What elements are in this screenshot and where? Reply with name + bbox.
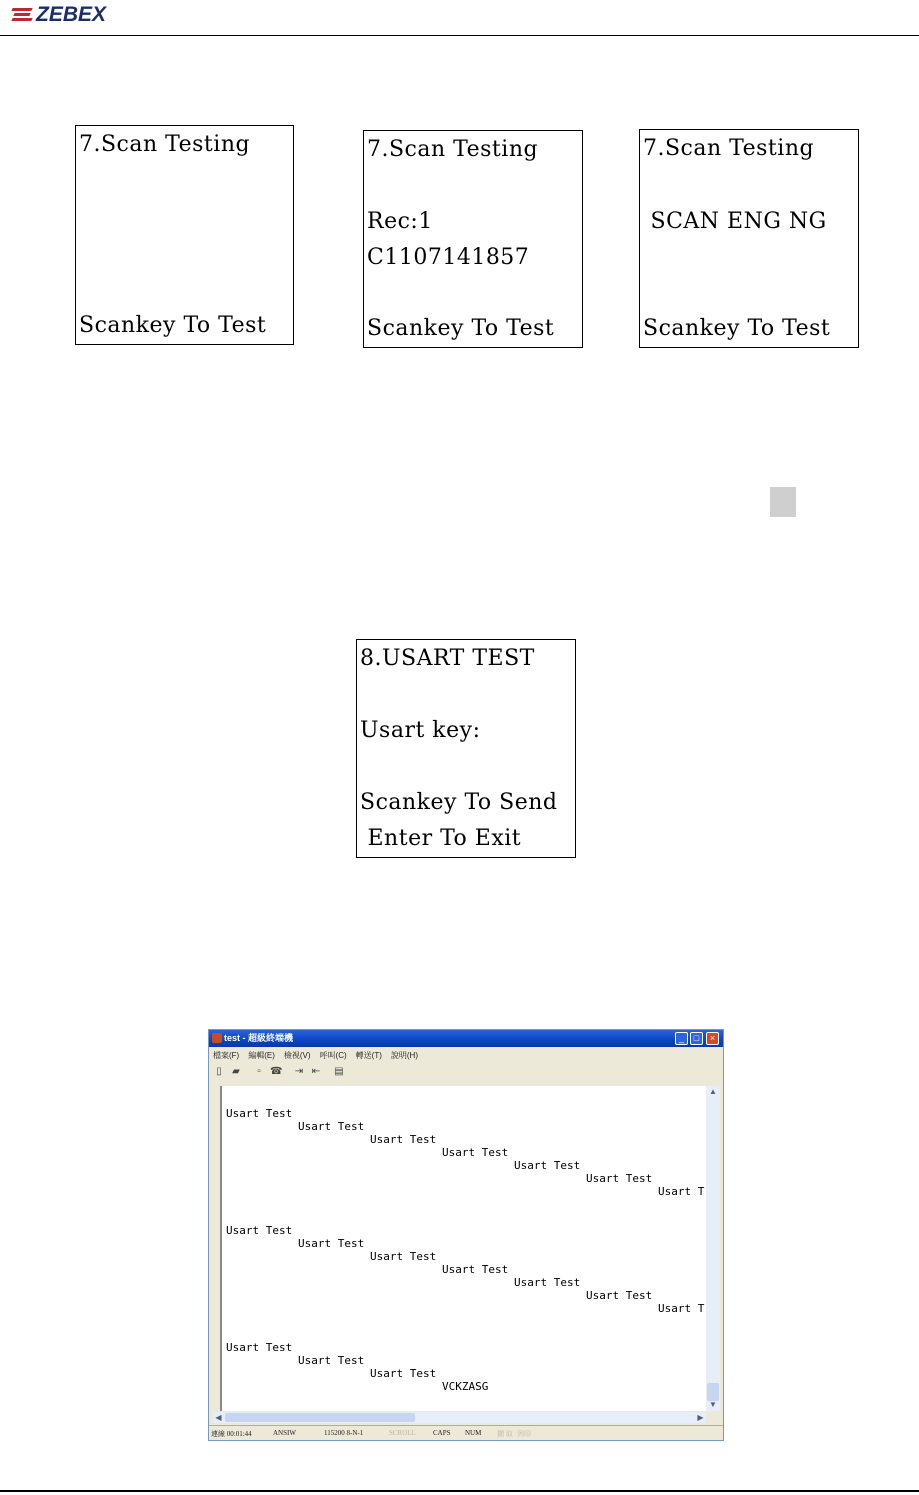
screen-title: 7.Scan Testing xyxy=(79,132,251,157)
screen-footer: Scankey To Test xyxy=(367,316,555,341)
maximize-icon[interactable]: □ xyxy=(690,1032,703,1045)
logo-stripes-icon xyxy=(12,6,36,24)
screen-title: 8.USART TEST xyxy=(360,646,535,671)
menu-file[interactable]: 檔案(F) xyxy=(213,1051,240,1060)
scan-screen-error xyxy=(639,129,859,348)
menu-transfer[interactable]: 轉送(T) xyxy=(355,1051,382,1060)
logo-text: ZEBEX xyxy=(36,3,107,26)
send-icon[interactable]: ⇥ xyxy=(294,1066,304,1077)
status-num: NUM xyxy=(465,1429,482,1437)
menu-view[interactable]: 檢視(V) xyxy=(283,1051,311,1060)
screen-footer: Scankey To Test xyxy=(643,316,831,341)
status-caps: CAPS xyxy=(433,1429,451,1437)
terminal-line: Usart T xyxy=(658,1185,705,1198)
terminal-line: Usart Test xyxy=(586,1172,653,1185)
terminal-line: Usart T xyxy=(658,1302,705,1315)
status-emulation: ANSIW xyxy=(273,1429,296,1437)
error-message: SCAN ENG NG xyxy=(643,209,827,234)
scan-screen-result xyxy=(363,130,583,348)
terminal-line: Usart Test xyxy=(298,1237,365,1250)
minimize-icon[interactable]: _ xyxy=(675,1032,688,1045)
usart-screen xyxy=(356,639,576,858)
status-bar xyxy=(209,1425,723,1440)
scanned-barcode: C1107141857 xyxy=(367,245,530,270)
scroll-right-icon[interactable]: ▶ xyxy=(697,1413,704,1422)
vertical-scrollbar[interactable] xyxy=(706,1086,720,1411)
close-icon[interactable]: × xyxy=(706,1032,719,1045)
record-count: Rec:1 xyxy=(367,209,433,234)
scroll-down-icon[interactable]: ▼ xyxy=(709,1400,717,1409)
hyperterminal-window xyxy=(208,1029,724,1441)
terminal-line: Usart Test xyxy=(298,1354,365,1367)
receive-icon[interactable]: ⇤ xyxy=(311,1066,321,1077)
usart-key-label: Usart key: xyxy=(360,718,481,743)
screen-footer: Scankey To Test xyxy=(79,313,267,338)
terminal-line: Usart Test xyxy=(298,1120,365,1133)
exit-hint: Enter To Exit xyxy=(360,826,522,851)
status-port: 115200 8-N-1 xyxy=(324,1429,364,1437)
screen-title: 7.Scan Testing xyxy=(367,137,539,162)
new-icon[interactable]: ▯ xyxy=(216,1066,222,1077)
send-hint: Scankey To Send xyxy=(360,790,558,815)
scroll-left-icon[interactable]: ◀ xyxy=(215,1413,222,1422)
terminal-line: Usart Test xyxy=(514,1276,581,1289)
footer-rule xyxy=(0,1490,919,1492)
app-icon xyxy=(212,1033,222,1043)
terminal-line: Usart Test xyxy=(370,1133,437,1146)
call-icon[interactable]: ☎ xyxy=(270,1066,283,1077)
terminal-line: Usart Test xyxy=(226,1107,293,1120)
status-echo: 列印 xyxy=(517,1430,531,1438)
terminal-line: VCKZASG xyxy=(442,1380,489,1393)
terminal-line: Usart Test xyxy=(226,1224,293,1237)
terminal-line: Usart Test xyxy=(514,1159,581,1172)
header-rule xyxy=(0,35,919,36)
menu-help[interactable]: 說明(H) xyxy=(390,1051,418,1060)
menu-edit[interactable]: 編輯(E) xyxy=(248,1051,275,1060)
toolbar xyxy=(213,1066,345,1078)
open-icon[interactable]: ▰ xyxy=(232,1066,240,1077)
zebex-logo xyxy=(12,5,106,25)
screen-title: 7.Scan Testing xyxy=(643,136,815,161)
terminal-line: Usart Test xyxy=(370,1250,437,1263)
properties-icon[interactable]: ▤ xyxy=(334,1066,344,1077)
terminal-line: Usart Test xyxy=(586,1289,653,1302)
menu-call[interactable]: 呼叫(C) xyxy=(319,1051,347,1060)
status-scroll: SCROLL xyxy=(389,1429,416,1437)
gray-square xyxy=(770,487,796,517)
hscroll-thumb[interactable] xyxy=(225,1413,415,1422)
status-capture: 擷 取 xyxy=(497,1430,513,1438)
disconnect-icon[interactable]: ▫ xyxy=(257,1066,261,1077)
scan-screen-idle xyxy=(75,125,294,345)
window-titlebar[interactable] xyxy=(209,1030,723,1047)
terminal-line: Usart Test xyxy=(442,1263,509,1276)
scroll-up-icon[interactable]: ▲ xyxy=(709,1087,717,1096)
terminal-output[interactable] xyxy=(220,1086,708,1411)
window-title: test - 超級終端機 xyxy=(224,1033,294,1043)
terminal-line: Usart Test xyxy=(226,1341,293,1354)
horizontal-scrollbar[interactable] xyxy=(213,1412,706,1423)
status-connected: 連線 00:01:44 xyxy=(211,1430,252,1438)
menu-bar xyxy=(213,1050,418,1062)
terminal-line: Usart Test xyxy=(370,1367,437,1380)
terminal-line: Usart Test xyxy=(442,1146,509,1159)
